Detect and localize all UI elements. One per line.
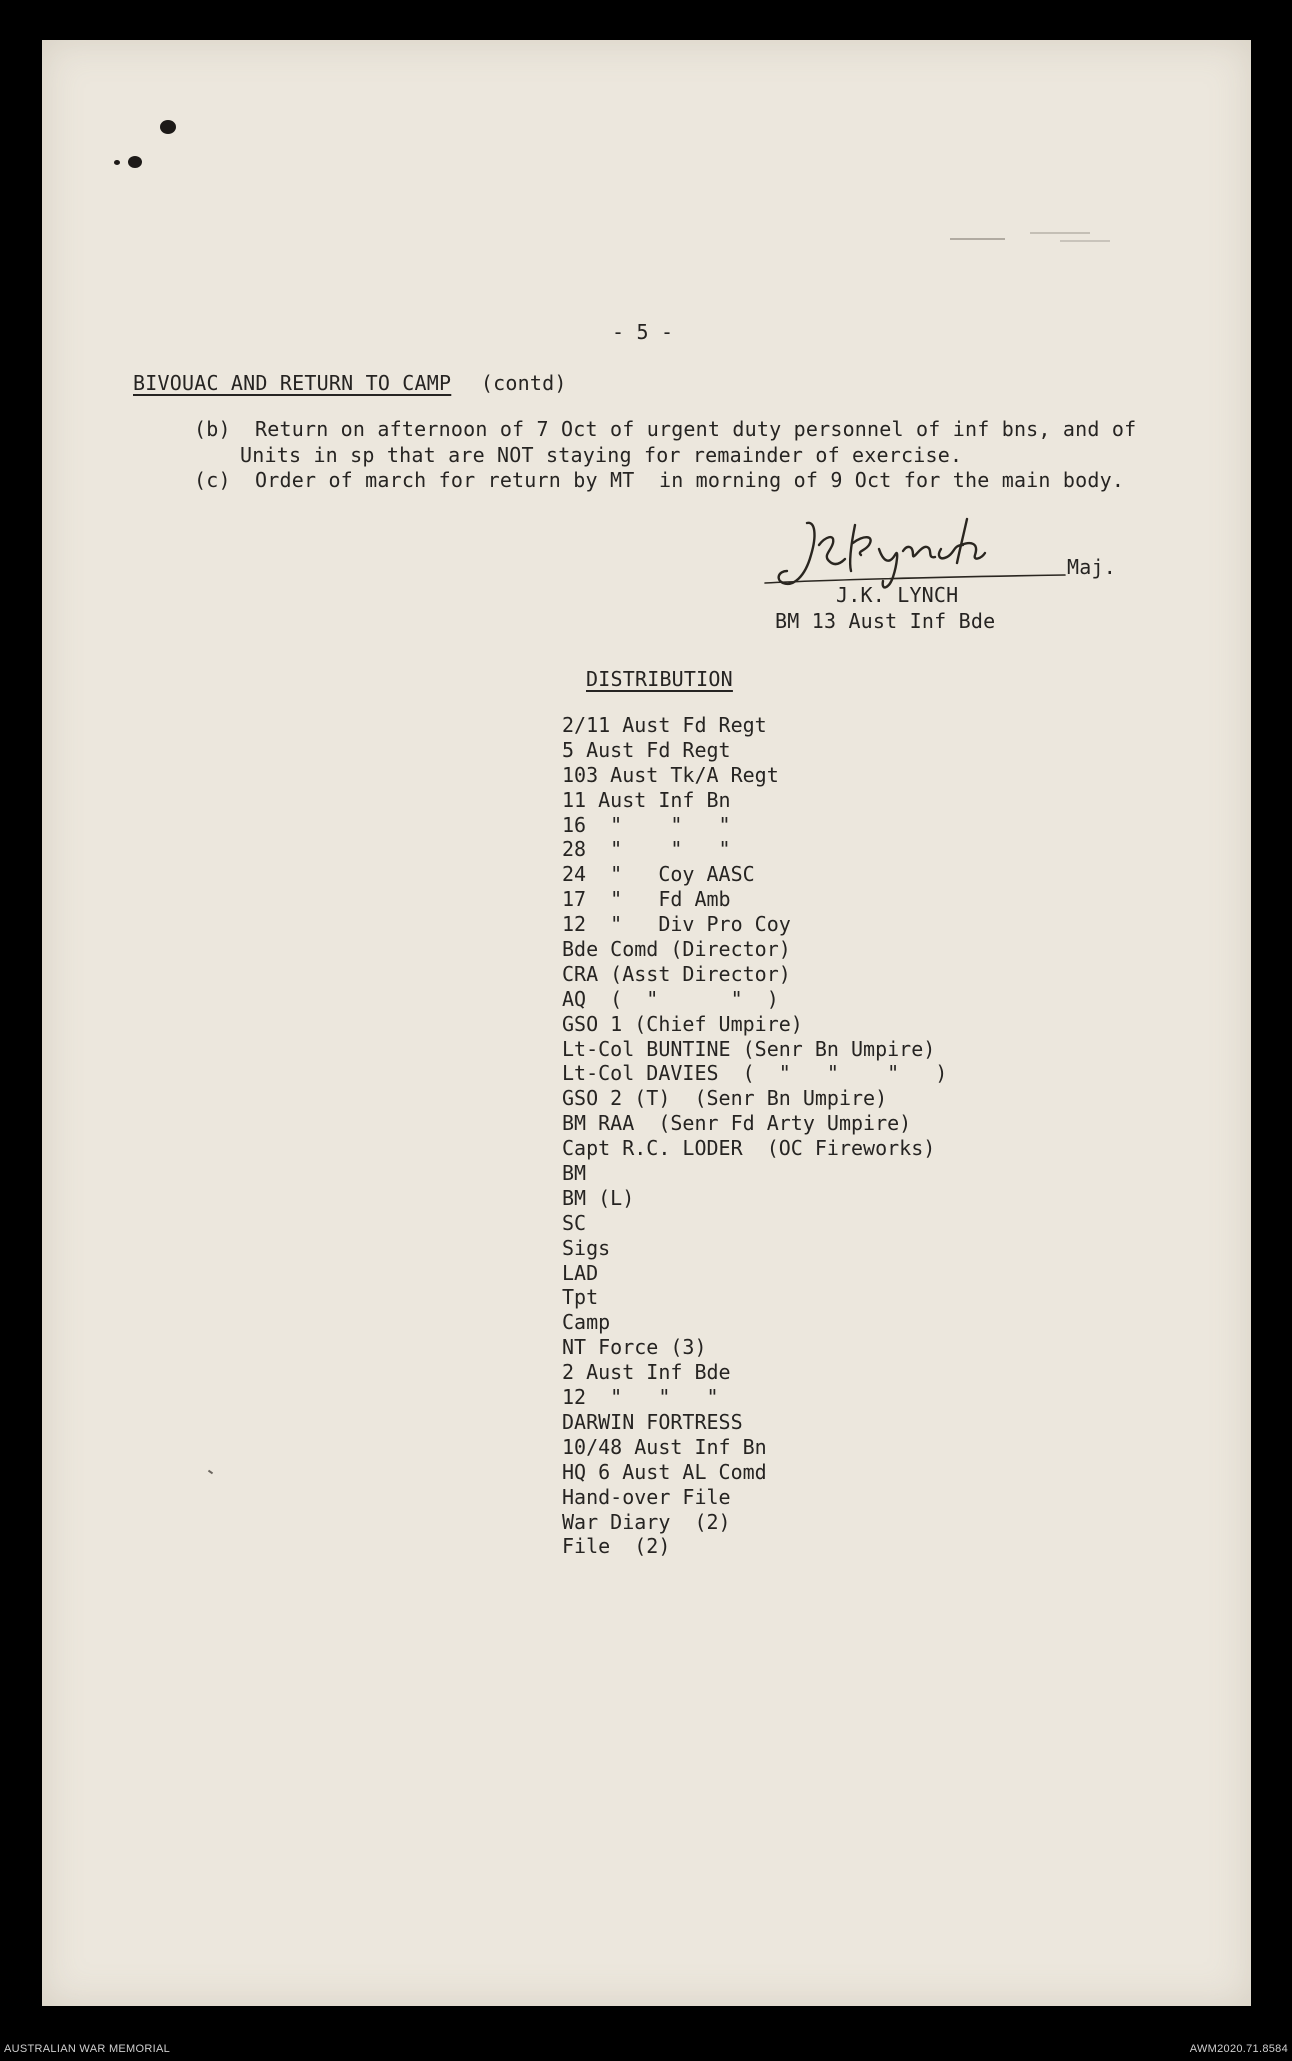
list-item: AQ ( " " ) (562, 986, 779, 1011)
list-item: Camp (562, 1310, 611, 1335)
item-b-line-2: Units in sp that are NOT staying for remainder of exercise. (240, 443, 963, 467)
list-item: BM RAA (Senr Fd Arty Umpire) (562, 1111, 912, 1136)
distribution-title: DISTRIBUTION (586, 667, 733, 691)
list-item: 12 " Div Pro Coy (562, 912, 791, 937)
list-item: BM (L) (562, 1185, 635, 1210)
list-item: SC (562, 1210, 587, 1235)
list-item: War Diary (2) (562, 1509, 731, 1534)
list-item: Lt-Col DAVIES ( " " " ) (562, 1061, 948, 1086)
item-b-line-1: Return on afternoon of 7 Oct of urgent duty personnel of inf bns, and of (255, 417, 1137, 441)
list-item: GSO 1 (Chief Umpire) (562, 1011, 803, 1036)
list-item: CRA (Asst Director) (562, 961, 791, 986)
list-item: 11 Aust Inf Bn (562, 787, 731, 812)
faint-mark-1 (950, 238, 1005, 240)
list-item: 28 " " " (562, 837, 731, 862)
list-item: 5 Aust Fd Regt (562, 737, 731, 762)
item-c-line-1: Order of march for return by MT in morning of 9 Oct for the main body. (255, 468, 1125, 492)
faint-mark-3 (1060, 240, 1110, 242)
list-item: Bde Comd (Director) (562, 937, 791, 962)
item-b-marker: (b) (194, 417, 231, 441)
signature-rank: Maj. (1067, 555, 1116, 579)
list-item: HQ 6 Aust AL Comd (562, 1459, 767, 1484)
item-c-marker: (c) (194, 468, 231, 492)
list-item: Sigs (562, 1235, 611, 1260)
list-item: NT Force (3) (562, 1335, 707, 1360)
footer-archive-name: AUSTRALIAN WAR MEMORIAL (4, 2043, 171, 2055)
signature-appointment: BM 13 Aust Inf Bde (775, 609, 996, 633)
list-item: BM (562, 1161, 587, 1186)
footer-accession-number: AWM2020.71.8584 (1189, 2043, 1288, 2055)
list-item: 12 " " " (562, 1385, 719, 1410)
signature-name: J.K. LYNCH (836, 583, 959, 607)
list-item: LAD (562, 1260, 599, 1285)
list-item: Tpt (562, 1285, 599, 1310)
list-item: 2 Aust Inf Bde (562, 1360, 731, 1385)
list-item: 16 " " " (562, 812, 731, 837)
list-item: DARWIN FORTRESS (562, 1409, 743, 1434)
punch-hole-speck (114, 160, 120, 165)
list-item: Lt-Col BUNTINE (Senr Bn Umpire) (562, 1036, 936, 1061)
list-item: 10/48 Aust Inf Bn (562, 1434, 767, 1459)
heading-suffix: (contd) (480, 371, 567, 395)
section-heading (133, 371, 567, 396)
list-item: 2/11 Aust Fd Regt (562, 713, 767, 737)
list-item: File (2) (562, 1534, 671, 1559)
punch-hole-upper (160, 120, 176, 134)
heading-title: BIVOUAC AND RETURN TO CAMP (133, 371, 452, 395)
page-number: - 5 - (612, 320, 674, 344)
distribution-list (562, 713, 947, 1559)
faint-mark-2 (1030, 232, 1090, 234)
punch-hole-lower (128, 156, 142, 168)
list-item: 24 " Coy AASC (562, 862, 755, 887)
list-item: GSO 2 (T) (Senr Bn Umpire) (562, 1086, 888, 1111)
list-item: 103 Aust Tk/A Regt (562, 762, 779, 787)
list-item: Hand-over File (562, 1484, 731, 1509)
list-item: 17 " Fd Amb (562, 887, 731, 912)
list-item: Capt R.C. LODER (OC Fireworks) (562, 1136, 936, 1161)
